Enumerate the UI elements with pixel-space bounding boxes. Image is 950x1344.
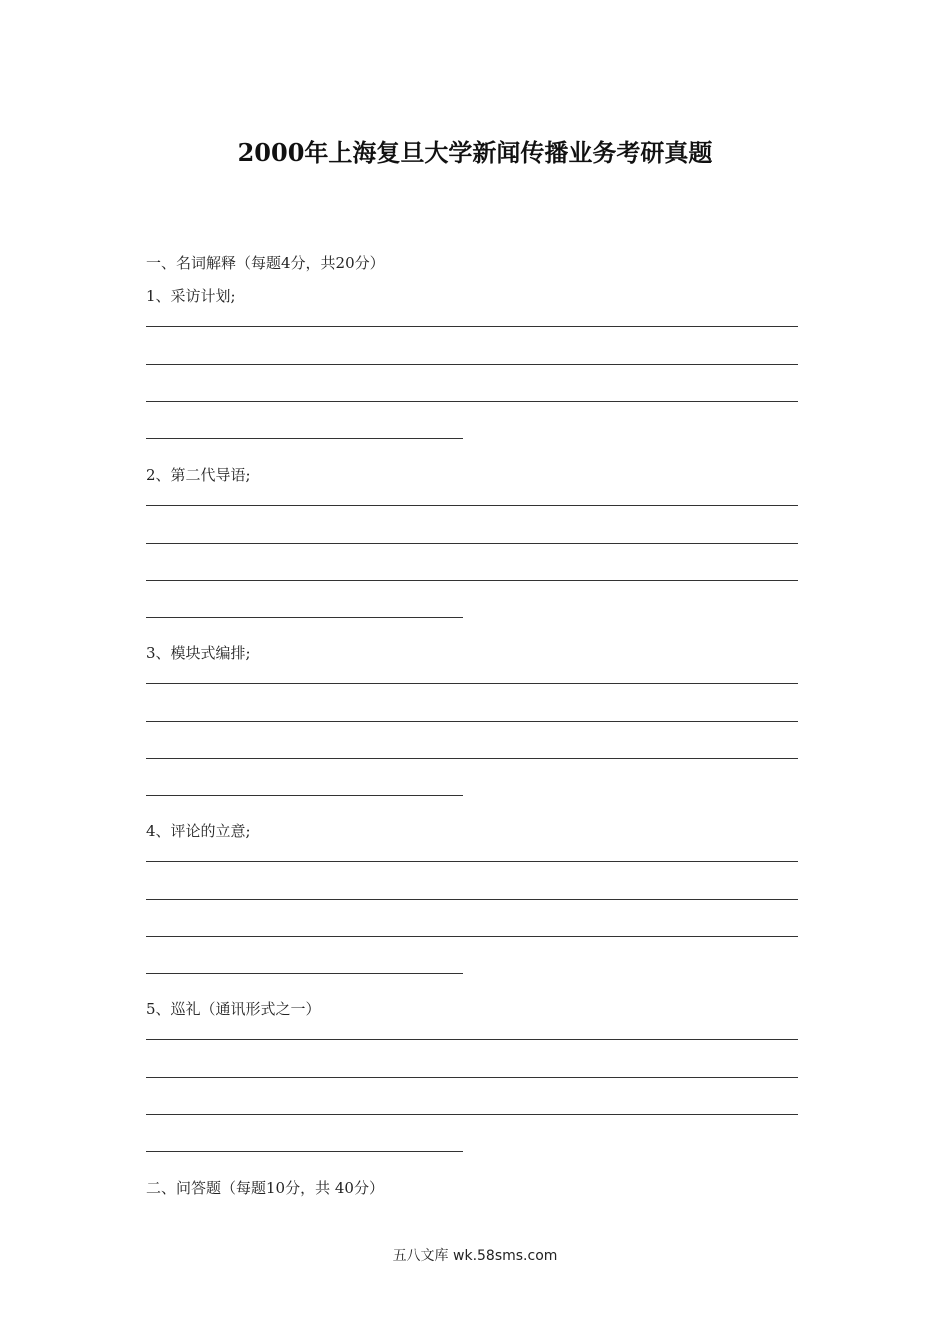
answer-line [146, 721, 798, 722]
answer-line [146, 683, 798, 684]
answer-line [146, 1114, 798, 1115]
answer-line [146, 936, 798, 937]
question-item-3: 3、模块式编排; [146, 644, 251, 662]
section1-heading: 一、名词解释（每题4分，共20分） [146, 254, 385, 272]
answer-line [146, 861, 798, 862]
question-item-4: 4、评论的立意; [146, 822, 251, 840]
answer-line [146, 438, 463, 439]
answer-line [146, 795, 463, 796]
answer-line [146, 364, 798, 365]
answer-line [146, 505, 798, 506]
answer-line [146, 617, 463, 618]
question-item-5: 5、巡礼（通讯形式之一） [146, 1000, 321, 1018]
question-item-2: 2、第二代导语; [146, 466, 251, 484]
answer-line [146, 580, 798, 581]
answer-line [146, 973, 463, 974]
answer-line [146, 1151, 463, 1152]
document-title: 2000年上海复旦大学新闻传播业务考研真题 [237, 138, 713, 167]
answer-line [146, 899, 798, 900]
answer-line [146, 543, 798, 544]
page-footer: 五八文库 wk.58sms.com [392, 1248, 558, 1264]
question-item-1: 1、采访计划; [146, 287, 236, 305]
answer-line [146, 1039, 798, 1040]
answer-line [146, 326, 798, 327]
answer-line [146, 758, 798, 759]
answer-line [146, 1077, 798, 1078]
section2-heading: 二、问答题（每题10分，共 40分） [146, 1179, 384, 1197]
answer-line [146, 401, 798, 402]
